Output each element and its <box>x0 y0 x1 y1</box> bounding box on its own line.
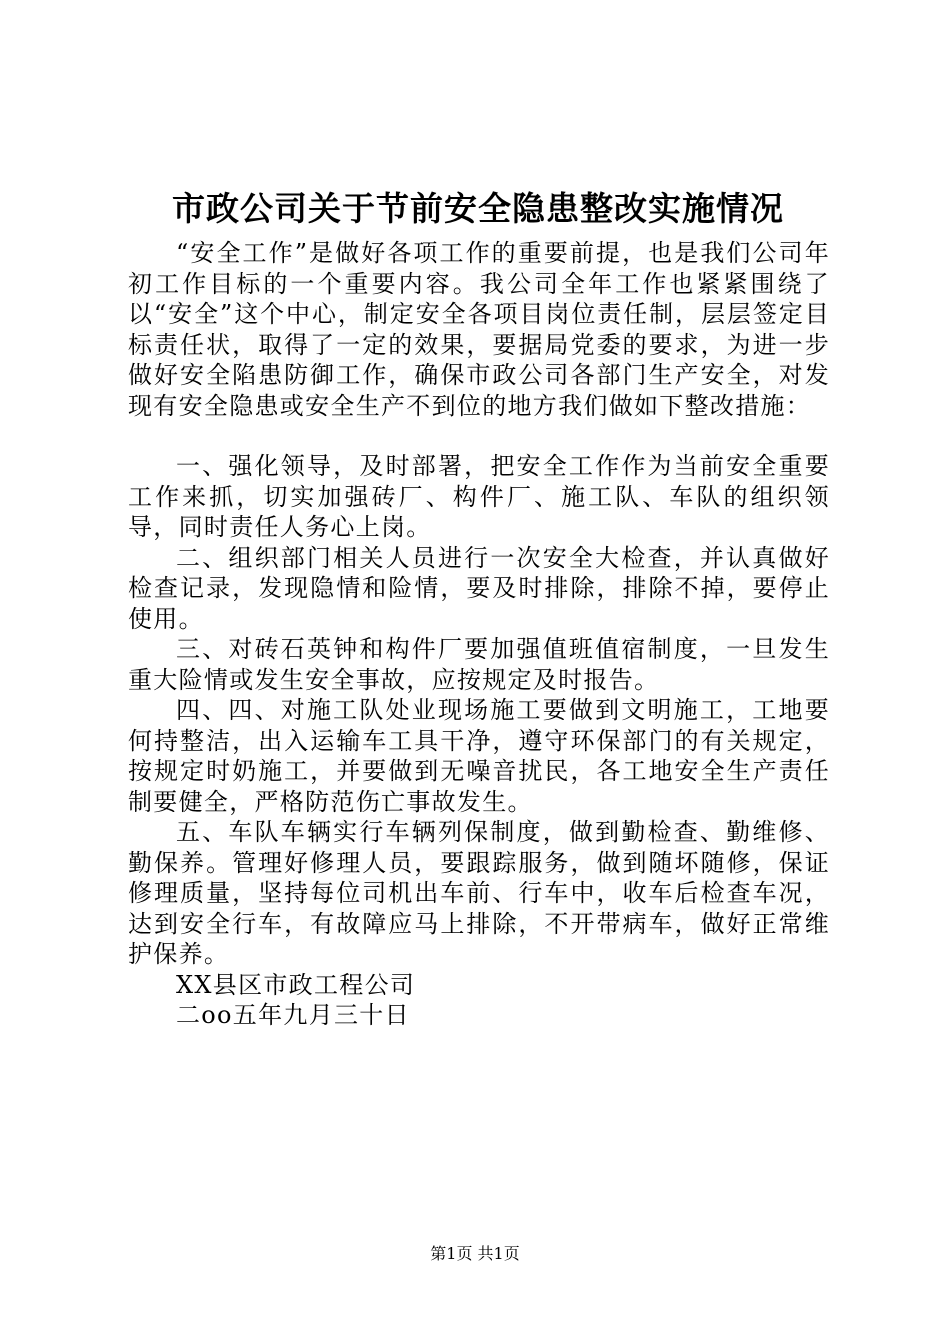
measure-paragraph-5: 五、车队车辆实行车辆列保制度，做到勤检查、勤维修、勤保养。管理好修理人员，要跟踪服务，做到随坏随修，保证修理质量，坚持每位司机出车前、行车中，收车后检查车况，达到安全行车，有故障应马上排除，不开带病车，做好正常维护保养。 <box>128 818 830 968</box>
measure-paragraph-4: 四、四、对施工队处业现场施工要做到文明施工，工地要何持整洁，出入运输车工具干净，遵守环保部门的有关规定，按规定时奶施工，并要做到无噪音扰民，各工地安全生产责任制要健全，严格防范伤亡事故发生。 <box>128 696 830 816</box>
document-body <box>128 238 830 1031</box>
page-number-footer: 第1页 共1页 <box>430 1244 520 1263</box>
measure-paragraph-2: 二、组织部门相关人员进行一次安全大检查，并认真做好检查记录，发现隐情和险情，要及时排除，排除不掉，要停止使用。 <box>128 543 830 633</box>
signature-date: 二oo五年九月三十日 <box>176 1001 410 1029</box>
measure-paragraph-3: 三、对砖石英钟和构件厂要加强值班值宿制度，一旦发生重大险情或发生安全事故，应按规定及时报告。 <box>128 635 830 694</box>
document-title: 市政公司关于节前安全隐患整改实施情况 <box>172 189 784 228</box>
measure-paragraph-1: 一、强化领导，及时部署，把安全工作作为当前安全重要工作来抓，切实加强砖厂、构件厂、施工队、车队的组织领导，同时责任人务心上岗。 <box>128 452 830 541</box>
signature-organization: XX县区市政工程公司 <box>176 970 416 999</box>
intro-paragraph: “安全工作”是做好各项工作的重要前提，也是我们公司年初工作目标的一个重要内容。我公司全年工作也紧紧围绕了以“安全”这个中心，制定安全各项目岗位责任制，层层签定目标责任状，取得了一定的效果，要据局党委的要求，为进一步做好安全陷患防御工作，确保市政公司各部门生产安全，对发现有安全隐患或安全生产不到位的地方我们做如下整改措施： <box>128 239 830 420</box>
